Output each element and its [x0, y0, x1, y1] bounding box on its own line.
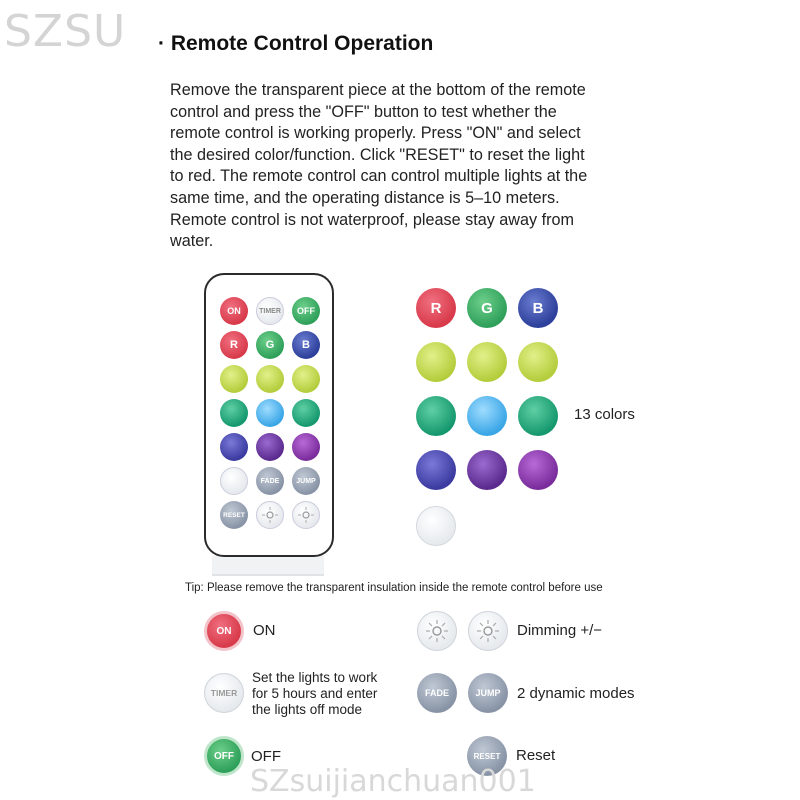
remote-color-button[interactable] [292, 365, 320, 393]
remote-control-illustration [204, 273, 334, 557]
remote-on-button[interactable]: ON [220, 297, 248, 325]
remote-jump-button[interactable]: JUMP [292, 467, 320, 495]
remote-color-button[interactable] [220, 399, 248, 427]
remote-color-button[interactable] [292, 399, 320, 427]
legend-reset-icon: RESET [467, 736, 507, 776]
palette-swatch [416, 450, 456, 490]
legend-on-icon: ON [204, 611, 244, 651]
remote-dim-up-button[interactable] [292, 501, 320, 529]
tip-text: Tip: Please remove the transparent insulation inside the remote control before use [185, 582, 603, 594]
legend-timer-line: Set the lights to work [252, 670, 378, 685]
palette-swatch [518, 450, 558, 490]
legend-off-icon: OFF [204, 736, 244, 776]
remote-dim-down-button[interactable] [256, 501, 284, 529]
palette-swatch [518, 342, 558, 382]
paragraph-line: Remote control is not waterproof, please stay away from [170, 210, 574, 229]
legend-timer-description [252, 670, 377, 718]
palette-green-swatch: G [467, 288, 507, 328]
palette-swatch [467, 396, 507, 436]
remote-color-button[interactable] [220, 365, 248, 393]
legend-off-label: OFF [251, 748, 281, 765]
legend-jump-icon: JUMP [468, 673, 508, 713]
remote-white-button[interactable] [220, 467, 248, 495]
palette-swatch [467, 342, 507, 382]
remote-color-button[interactable] [220, 433, 248, 461]
remote-color-button[interactable] [256, 365, 284, 393]
legend-timer-icon: TIMER [204, 673, 244, 713]
section-heading: · Remote Control Operation [158, 32, 434, 55]
legend-timer-line: for 5 hours and enter [252, 686, 378, 701]
remote-color-button[interactable] [256, 433, 284, 461]
legend-on-label: ON [253, 622, 276, 639]
palette-red-swatch: R [416, 288, 456, 328]
instruction-paragraph [170, 80, 640, 253]
paragraph-line: to red. The remote control can control multiple lights at the [170, 167, 588, 186]
legend-timer-line: the lights off mode [252, 702, 363, 717]
palette-swatch [467, 450, 507, 490]
palette-swatch [416, 396, 456, 436]
palette-blue-swatch: B [518, 288, 558, 328]
paragraph-line: Remove the transparent piece at the bottom of the remote [170, 81, 586, 99]
legend-reset-label: Reset [516, 747, 556, 764]
legend-dynamic-label: 2 dynamic modes [517, 685, 635, 702]
remote-battery-tab [212, 556, 324, 576]
sun-icon [297, 506, 315, 524]
legend-dim-down-icon [417, 611, 457, 651]
legend-fade-icon: FADE [417, 673, 457, 713]
paragraph-line: remote control is working properly. Press "ON" and select [170, 124, 581, 143]
paragraph-line: the desired color/function. Click "RESET" to reset the light [170, 145, 585, 164]
palette-white-swatch [416, 506, 456, 546]
paragraph-line: same time, and the operating distance is 5–10 meters. [170, 188, 560, 207]
legend-dim-up-icon [468, 611, 508, 651]
remote-r-button[interactable]: R [220, 331, 248, 359]
sun-icon [261, 506, 279, 524]
watermark-bottom: SZsuijianchuan001 [250, 764, 536, 799]
paragraph-line: control and press the "OFF" button to test whether the [170, 102, 557, 121]
sun-icon [425, 619, 449, 643]
remote-b-button[interactable]: B [292, 331, 320, 359]
remote-off-button[interactable]: OFF [292, 297, 320, 325]
paragraph-line: water. [170, 232, 214, 251]
legend-dimming-label: Dimming +/− [517, 622, 603, 639]
sun-icon [476, 619, 500, 643]
colors-count-label: 13 colors [574, 406, 635, 423]
remote-timer-button[interactable]: TIMER [256, 297, 284, 325]
remote-reset-button[interactable]: RESET [220, 501, 248, 529]
palette-swatch [518, 396, 558, 436]
remote-fade-button[interactable]: FADE [256, 467, 284, 495]
palette-swatch [416, 342, 456, 382]
remote-g-button[interactable]: G [256, 331, 284, 359]
watermark-top: SZSU [4, 6, 127, 57]
remote-color-button[interactable] [292, 433, 320, 461]
remote-color-button[interactable] [256, 399, 284, 427]
